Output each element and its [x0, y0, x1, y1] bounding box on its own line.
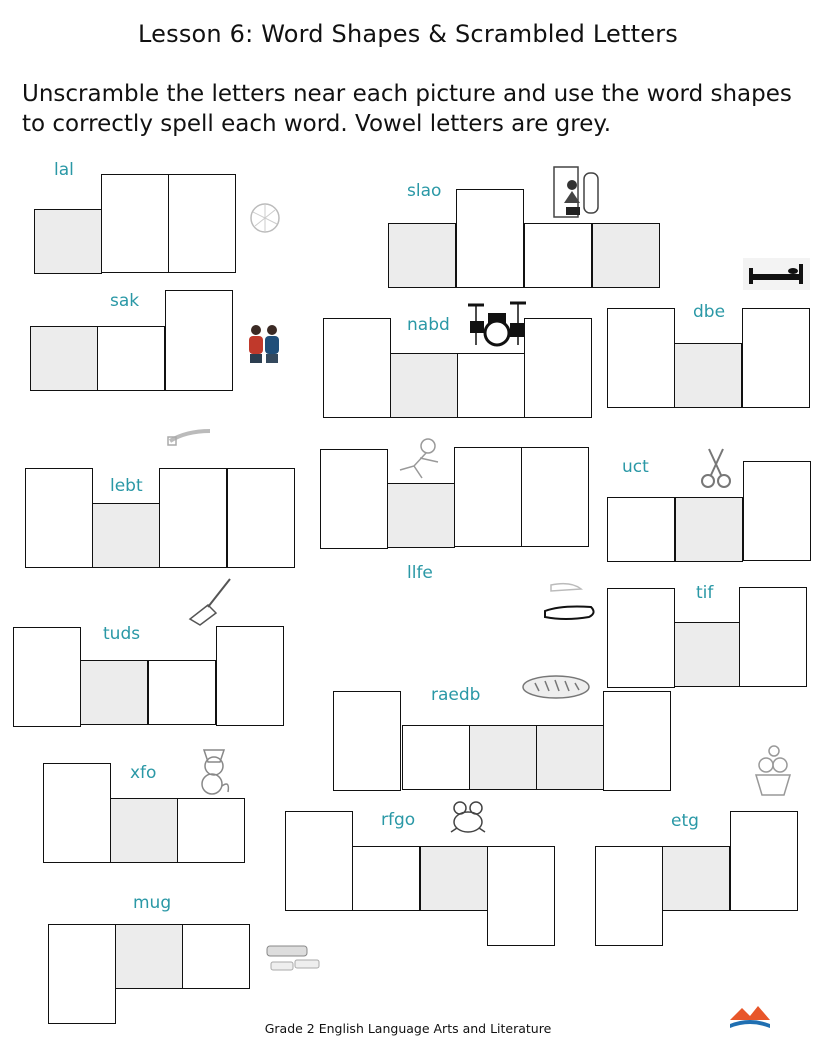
scramble-label-etg: etg [671, 811, 699, 831]
letter-box-vowel[interactable] [420, 846, 488, 911]
scramble-label-uct: uct [622, 457, 649, 477]
letter-box-vowel[interactable] [110, 798, 178, 863]
letter-box-tall[interactable] [730, 811, 798, 911]
letter-box-tall[interactable] [168, 174, 236, 273]
letter-box-tall-down[interactable] [595, 846, 663, 946]
broom-icon [186, 575, 234, 627]
letter-box-tall[interactable] [320, 449, 388, 549]
shoe-foot-icon [541, 577, 599, 623]
letter-box-vowel[interactable] [592, 223, 660, 288]
letter-box-tall[interactable] [13, 627, 81, 727]
dressing-room-icon [548, 163, 603, 221]
letter-box-tall-down[interactable] [487, 846, 555, 946]
ball-sketch-icon [247, 200, 283, 236]
boy-falling-icon [392, 436, 450, 482]
letter-box-tall[interactable] [742, 308, 810, 408]
letter-box-tall[interactable] [216, 626, 284, 726]
letter-box-tall[interactable] [333, 691, 401, 791]
fruit-basket-icon [752, 743, 794, 799]
letter-box-tall[interactable] [159, 468, 227, 568]
letter-box-vowel[interactable] [80, 660, 148, 725]
letter-box-vowel[interactable] [388, 223, 456, 288]
scramble-label-mug: mug [133, 893, 172, 913]
letter-box-short[interactable] [182, 924, 250, 989]
scramble-label-llfe: llfe [407, 563, 433, 583]
belt-icon [166, 425, 214, 447]
letter-box-tall[interactable] [524, 318, 592, 418]
letter-box-tall[interactable] [607, 588, 675, 688]
letter-box-short[interactable] [97, 326, 165, 391]
letter-box-tall[interactable] [165, 290, 233, 391]
letter-box-vowel[interactable] [674, 343, 742, 408]
instructions-text: Unscramble the letters near each picture and use the word shapes to correctly spell each word. Vowel letters are grey. [22, 81, 792, 137]
publisher-logo-icon [728, 1000, 772, 1032]
letter-box-vowel[interactable] [92, 503, 160, 568]
letter-box-tall[interactable] [456, 189, 524, 288]
letter-box-tall[interactable] [43, 763, 111, 863]
drum-kit-icon [464, 297, 530, 349]
frog-icon [447, 800, 489, 836]
letter-box-vowel[interactable] [469, 725, 537, 790]
letter-box-tall[interactable] [743, 461, 811, 561]
letter-box-short[interactable] [457, 353, 525, 418]
letter-box-short[interactable] [352, 846, 420, 911]
letter-box-tall[interactable] [227, 468, 295, 568]
scramble-label-lebt: lebt [110, 476, 143, 496]
letter-box-tall[interactable] [323, 318, 391, 418]
fox-icon [196, 746, 232, 796]
letter-box-tall[interactable] [25, 468, 93, 568]
letter-box-tall[interactable] [101, 174, 169, 273]
scramble-label-nabd: nabd [407, 315, 450, 335]
scramble-label-dbe: dbe [693, 302, 726, 322]
letter-box-vowel[interactable] [390, 353, 458, 418]
letter-box-tall-down[interactable] [48, 924, 116, 1024]
letter-box-vowel[interactable] [536, 725, 604, 790]
scramble-label-tif: tif [696, 583, 714, 603]
letter-box-vowel[interactable] [34, 209, 102, 274]
scramble-label-raedb: raedb [431, 685, 481, 705]
letter-box-tall[interactable] [521, 447, 589, 547]
letter-box-tall[interactable] [607, 308, 675, 408]
scramble-label-lal: lal [54, 160, 74, 180]
letter-box-tall[interactable] [603, 691, 671, 791]
bed-icon [743, 258, 810, 290]
letter-box-tall[interactable] [739, 587, 807, 687]
footer-text: Grade 2 English Language Arts and Literature [264, 1021, 552, 1036]
scramble-label-slao: slao [407, 181, 442, 201]
scramble-label-rfgo: rfgo [381, 810, 416, 830]
scissors-icon [699, 447, 733, 489]
letter-box-vowel[interactable] [115, 924, 183, 989]
letter-box-short[interactable] [607, 497, 675, 562]
scramble-label-xfo: xfo [130, 763, 157, 783]
letter-box-short[interactable] [148, 660, 216, 725]
scramble-label-tuds: tuds [103, 624, 141, 644]
letter-box-vowel[interactable] [675, 497, 743, 562]
letter-box-vowel[interactable] [387, 483, 455, 548]
letter-box-short[interactable] [177, 798, 245, 863]
bread-icon [521, 674, 591, 700]
two-people-icon [245, 322, 283, 364]
letter-box-short[interactable] [402, 725, 470, 790]
letter-box-vowel[interactable] [674, 622, 742, 687]
letter-box-short[interactable] [524, 223, 592, 288]
letter-box-vowel[interactable] [662, 846, 730, 911]
scramble-label-sak: sak [110, 291, 140, 311]
gum-pack-icon [263, 942, 323, 978]
page-title: Lesson 6: Word Shapes & Scrambled Letters [138, 20, 678, 48]
letter-box-vowel[interactable] [30, 326, 98, 391]
letter-box-tall[interactable] [285, 811, 353, 911]
letter-box-tall[interactable] [454, 447, 522, 547]
